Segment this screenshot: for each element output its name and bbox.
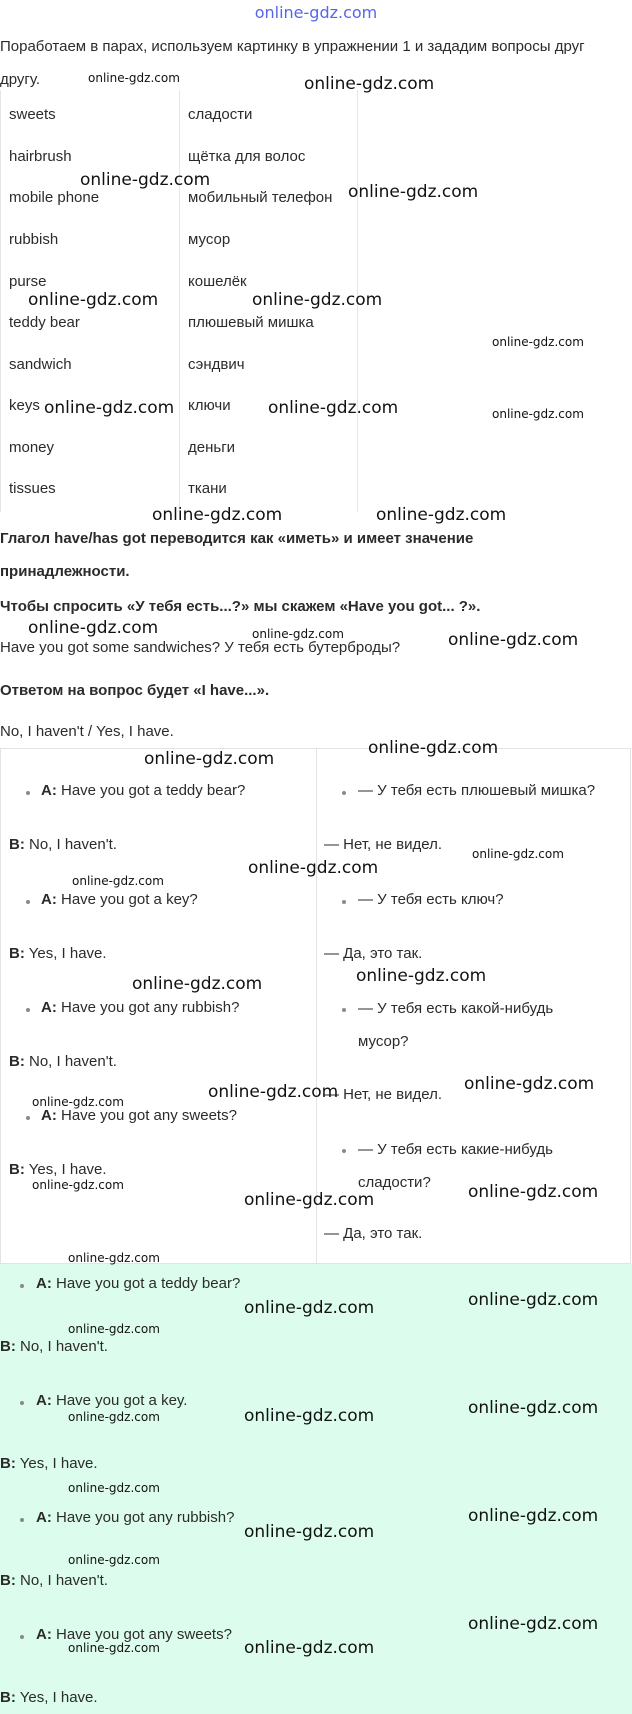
watermark: online-gdz.com — [44, 398, 175, 418]
bullet-icon — [20, 1401, 24, 1405]
dialog-table — [0, 748, 631, 1264]
watermark: online-gdz.com — [348, 182, 479, 202]
watermark: online-gdz.com — [244, 1190, 375, 1210]
speaker-b-label: B: — [9, 945, 25, 962]
vocab-row — [1, 480, 357, 500]
grammar-rule: Чтобы спросить «У тебя есть...?» мы скажем «Have you got... ?». — [0, 598, 481, 615]
bullet-icon — [342, 1008, 346, 1012]
watermark: online-gdz.com — [244, 1406, 375, 1426]
grammar-rule: Ответом на вопрос будет «I have...». — [0, 682, 270, 699]
question-text: Have you got any rubbish? — [61, 999, 240, 1016]
vocab-table — [0, 90, 358, 512]
watermark: online-gdz.com — [244, 1298, 375, 1318]
vocab-row — [1, 439, 357, 459]
speaker-a-label: A: — [41, 782, 57, 799]
bullet-icon — [342, 1149, 346, 1153]
vocab-row — [1, 356, 357, 376]
watermark: online-gdz.com — [356, 966, 487, 986]
speaker-a-label: A: — [36, 1275, 52, 1292]
watermark: online-gdz.com — [468, 1506, 599, 1526]
question-text: Have you got a teddy bear? — [56, 1275, 241, 1292]
speaker-a-label: A: — [41, 1107, 57, 1124]
answer-text: No, I haven't. — [20, 1338, 108, 1355]
bullet-icon — [342, 900, 346, 904]
intro-text: Поработаем в парах, используем картинку в упражнении 1 и зададим вопросы друг другу. — [0, 38, 585, 88]
vocab-ru: мусор — [188, 231, 231, 248]
vocab-ru: плюшевый мишка — [188, 314, 314, 331]
answer-question — [36, 1391, 187, 1411]
watermark: online-gdz.com — [252, 627, 344, 641]
dialog-question — [41, 1106, 237, 1126]
dialog-ru-question: — У тебя есть какие-нибудь сладости? — [358, 1141, 553, 1191]
watermark: online-gdz.com — [132, 974, 263, 994]
vocab-row — [1, 273, 357, 293]
answer-text: Yes, I have. — [28, 945, 107, 962]
dialog-question — [41, 998, 239, 1018]
vocab-en: rubbish — [9, 231, 59, 248]
watermark: online-gdz.com — [368, 738, 499, 758]
bullet-icon — [342, 791, 346, 795]
answer-text: No, I haven't. — [29, 1053, 117, 1070]
watermark: online-gdz.com — [464, 1074, 595, 1094]
watermark: online-gdz.com — [492, 335, 584, 349]
vocab-en: mobile phone — [9, 189, 100, 206]
speaker-b-label: B: — [0, 1455, 16, 1472]
watermark: online-gdz.com — [80, 170, 211, 190]
answer-text: No, I haven't. — [20, 1572, 108, 1589]
watermark: online-gdz.com — [468, 1290, 599, 1310]
watermark: online-gdz.com — [472, 847, 564, 861]
question-text: Have you got a teddy bear? — [61, 782, 246, 799]
watermark: online-gdz.com — [492, 407, 584, 421]
dialog-ru-answer: — Нет, не видел. — [324, 836, 443, 853]
speaker-b-label: B: — [0, 1689, 16, 1706]
vocab-en: hairbrush — [9, 148, 72, 165]
watermark: online-gdz.com — [68, 1322, 160, 1336]
dialog-ru-question: — У тебя есть ключ? — [358, 891, 504, 908]
watermark: online-gdz.com — [28, 618, 159, 638]
vocab-row — [1, 106, 357, 126]
speaker-b-label: B: — [0, 1572, 16, 1589]
question-text: Have you got any sweets? — [61, 1107, 237, 1124]
watermark: online-gdz.com — [244, 1522, 375, 1542]
watermark: online-gdz.com — [244, 1638, 375, 1658]
vocab-ru: деньги — [188, 439, 236, 456]
watermark: online-gdz.com — [448, 630, 579, 650]
answer-reply — [0, 1571, 108, 1591]
vocab-row — [1, 231, 357, 251]
answer-reply — [0, 1454, 98, 1474]
watermark: online-gdz.com — [28, 290, 159, 310]
dialog-answer — [9, 944, 107, 964]
site-logo[interactable]: online-gdz.com — [254, 3, 378, 22]
vocab-en: teddy bear — [9, 314, 80, 331]
watermark: online-gdz.com — [32, 1095, 124, 1109]
grammar-rule: Глагол have/has got переводится как «иметь» и имеет значение принадлежности. — [0, 530, 474, 580]
dialog-answer — [9, 835, 117, 855]
vocab-en: purse — [9, 273, 47, 290]
vocab-ru: кошелёк — [188, 273, 247, 290]
answer-text: Yes, I have. — [19, 1455, 98, 1472]
question-text: Have you got any sweets? — [56, 1626, 232, 1643]
speaker-a-label: A: — [36, 1392, 52, 1409]
answer-question — [36, 1625, 232, 1645]
watermark: online-gdz.com — [68, 1641, 160, 1655]
watermark: online-gdz.com — [468, 1398, 599, 1418]
answer-question — [36, 1508, 234, 1528]
speaker-b-label: B: — [0, 1338, 16, 1355]
bullet-icon — [20, 1518, 24, 1522]
watermark: online-gdz.com — [376, 505, 507, 525]
vocab-ru: мобильный телефон — [188, 189, 333, 206]
dialog-question — [41, 890, 198, 910]
watermark: online-gdz.com — [304, 74, 435, 94]
answer-text: Yes, I have. — [28, 1161, 107, 1178]
watermark: online-gdz.com — [152, 505, 283, 525]
vocab-en: tissues — [9, 480, 56, 497]
dialog-answer — [9, 1160, 107, 1180]
vocab-row — [1, 148, 357, 168]
watermark: online-gdz.com — [208, 1082, 339, 1102]
vocab-row — [1, 189, 357, 209]
speaker-a-label: A: — [41, 999, 57, 1016]
speaker-a-label: A: — [41, 891, 57, 908]
watermark: online-gdz.com — [68, 1251, 160, 1265]
speaker-b-label: B: — [9, 1161, 25, 1178]
vocab-row — [1, 314, 357, 334]
speaker-b-label: B: — [9, 1053, 25, 1070]
dialog-divider — [316, 749, 317, 1263]
watermark: online-gdz.com — [72, 874, 164, 888]
vocab-row — [1, 397, 357, 417]
watermark: online-gdz.com — [252, 290, 383, 310]
dialog-ru-answer: — Да, это так. — [324, 945, 423, 962]
dialog-ru-question: — У тебя есть какой-нибудь мусор? — [358, 1000, 554, 1050]
question-text: Have you got a key? — [61, 891, 198, 908]
speaker-a-label: A: — [36, 1509, 52, 1526]
grammar-example: Have you got some sandwiches? У тебя есть бутерброды? — [0, 639, 401, 656]
watermark: online-gdz.com — [68, 1481, 160, 1495]
bullet-icon — [20, 1635, 24, 1639]
watermark: online-gdz.com — [68, 1410, 160, 1424]
bullet-icon — [26, 791, 30, 795]
answer-question — [36, 1274, 240, 1294]
watermark: online-gdz.com — [144, 749, 275, 769]
vocab-en: keys — [9, 397, 40, 414]
dialog-ru-answer: — Да, это так. — [324, 1225, 423, 1242]
answer-example: No, I haven't / Yes, I have. — [0, 723, 174, 740]
vocab-ru: щётка для волос — [188, 148, 306, 165]
vocab-en: sandwich — [9, 356, 72, 373]
answer-block — [0, 1264, 632, 1714]
watermark: online-gdz.com — [268, 398, 399, 418]
dialog-ru-answer: — Нет, не видел. — [324, 1086, 443, 1103]
watermark: online-gdz.com — [88, 71, 180, 85]
bullet-icon — [26, 900, 30, 904]
answer-text: No, I haven't. — [29, 836, 117, 853]
answer-reply — [0, 1337, 108, 1357]
bullet-icon — [20, 1284, 24, 1288]
watermark: online-gdz.com — [248, 858, 379, 878]
watermark: online-gdz.com — [468, 1182, 599, 1202]
watermark: online-gdz.com — [32, 1178, 124, 1192]
vocab-en: money — [9, 439, 55, 456]
bullet-icon — [26, 1116, 30, 1120]
vocab-ru: сэндвич — [188, 356, 245, 373]
answer-text: Yes, I have. — [19, 1689, 98, 1706]
vocab-ru: ключи — [188, 397, 231, 414]
answer-reply — [0, 1688, 98, 1708]
dialog-question — [41, 781, 245, 801]
dialog-ru-question: — У тебя есть плюшевый мишка? — [358, 782, 596, 799]
vocab-ru: ткани — [188, 480, 227, 497]
question-text: Have you got any rubbish? — [56, 1509, 235, 1526]
vocab-ru: сладости — [188, 106, 253, 123]
question-text: Have you got a key. — [56, 1392, 188, 1409]
speaker-a-label: A: — [36, 1626, 52, 1643]
vocab-en: sweets — [9, 106, 56, 123]
speaker-b-label: B: — [9, 836, 25, 853]
bullet-icon — [26, 1008, 30, 1012]
watermark: online-gdz.com — [468, 1614, 599, 1634]
dialog-answer — [9, 1052, 117, 1072]
watermark: online-gdz.com — [68, 1553, 160, 1567]
